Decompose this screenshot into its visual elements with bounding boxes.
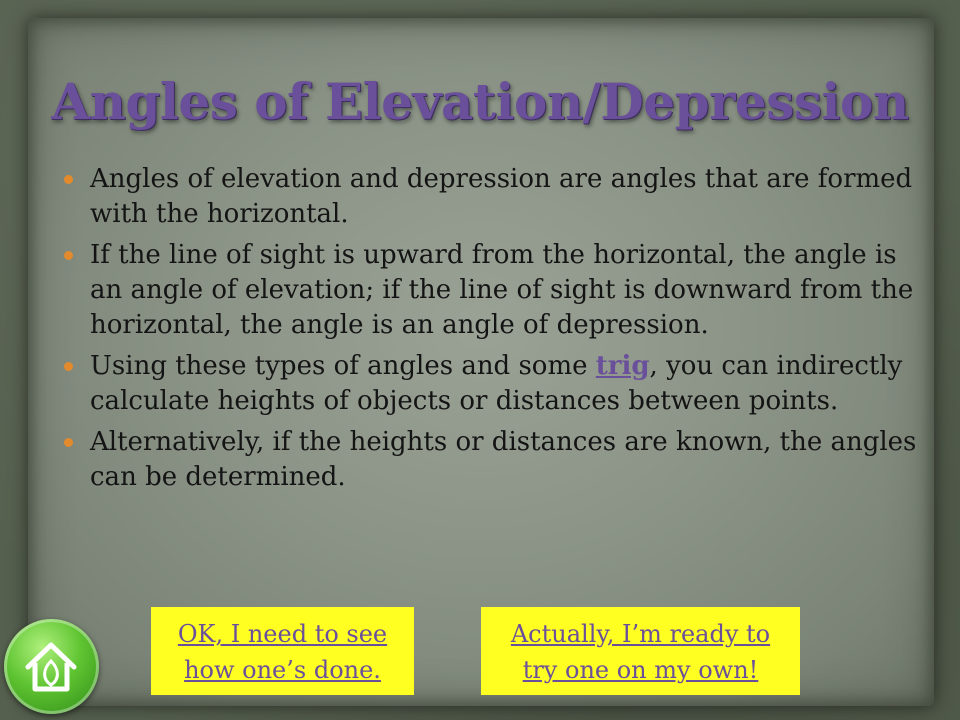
bullet-text-before: Using these types of angles and some: [90, 351, 596, 381]
try-own-line2[interactable]: try one on my own!: [522, 656, 759, 684]
slide-title: Angles of Elevation/Depression: [51, 72, 909, 131]
try-own-button[interactable]: [481, 607, 800, 695]
bullet-item: [62, 349, 920, 419]
home-button[interactable]: [4, 619, 99, 714]
bullet-item: [62, 238, 920, 343]
bullet-dot: [64, 438, 73, 447]
bullet-item: [62, 162, 920, 232]
bullet-dot: [64, 175, 73, 184]
bullet-text-after: , you can indirectly calculate heights of objects or distances between points.: [90, 351, 903, 416]
see-example-line1[interactable]: OK, I need to see: [177, 620, 388, 648]
see-example-line2[interactable]: how one’s done.: [184, 656, 381, 684]
home-icon: [18, 633, 85, 700]
bullet-text: If the line of sight is upward from the horizontal, the angle is an angle of elevation; if the line of sight is downward from the horizontal, the angle is an angle of depression.: [90, 240, 914, 340]
bullet-dot: [64, 362, 73, 371]
see-example-button[interactable]: [151, 607, 414, 695]
bullet-text: Alternatively, if the heights or distances are known, the angles can be determined.: [90, 427, 917, 492]
bullet-item: [62, 425, 920, 495]
trig-link[interactable]: trig: [595, 351, 650, 381]
bullet-dot: [64, 251, 73, 260]
try-own-line1[interactable]: Actually, I’m ready to: [510, 620, 771, 648]
bullet-list: [62, 162, 920, 501]
bullet-text: Angles of elevation and depression are angles that are formed with the horizontal.: [90, 164, 913, 229]
